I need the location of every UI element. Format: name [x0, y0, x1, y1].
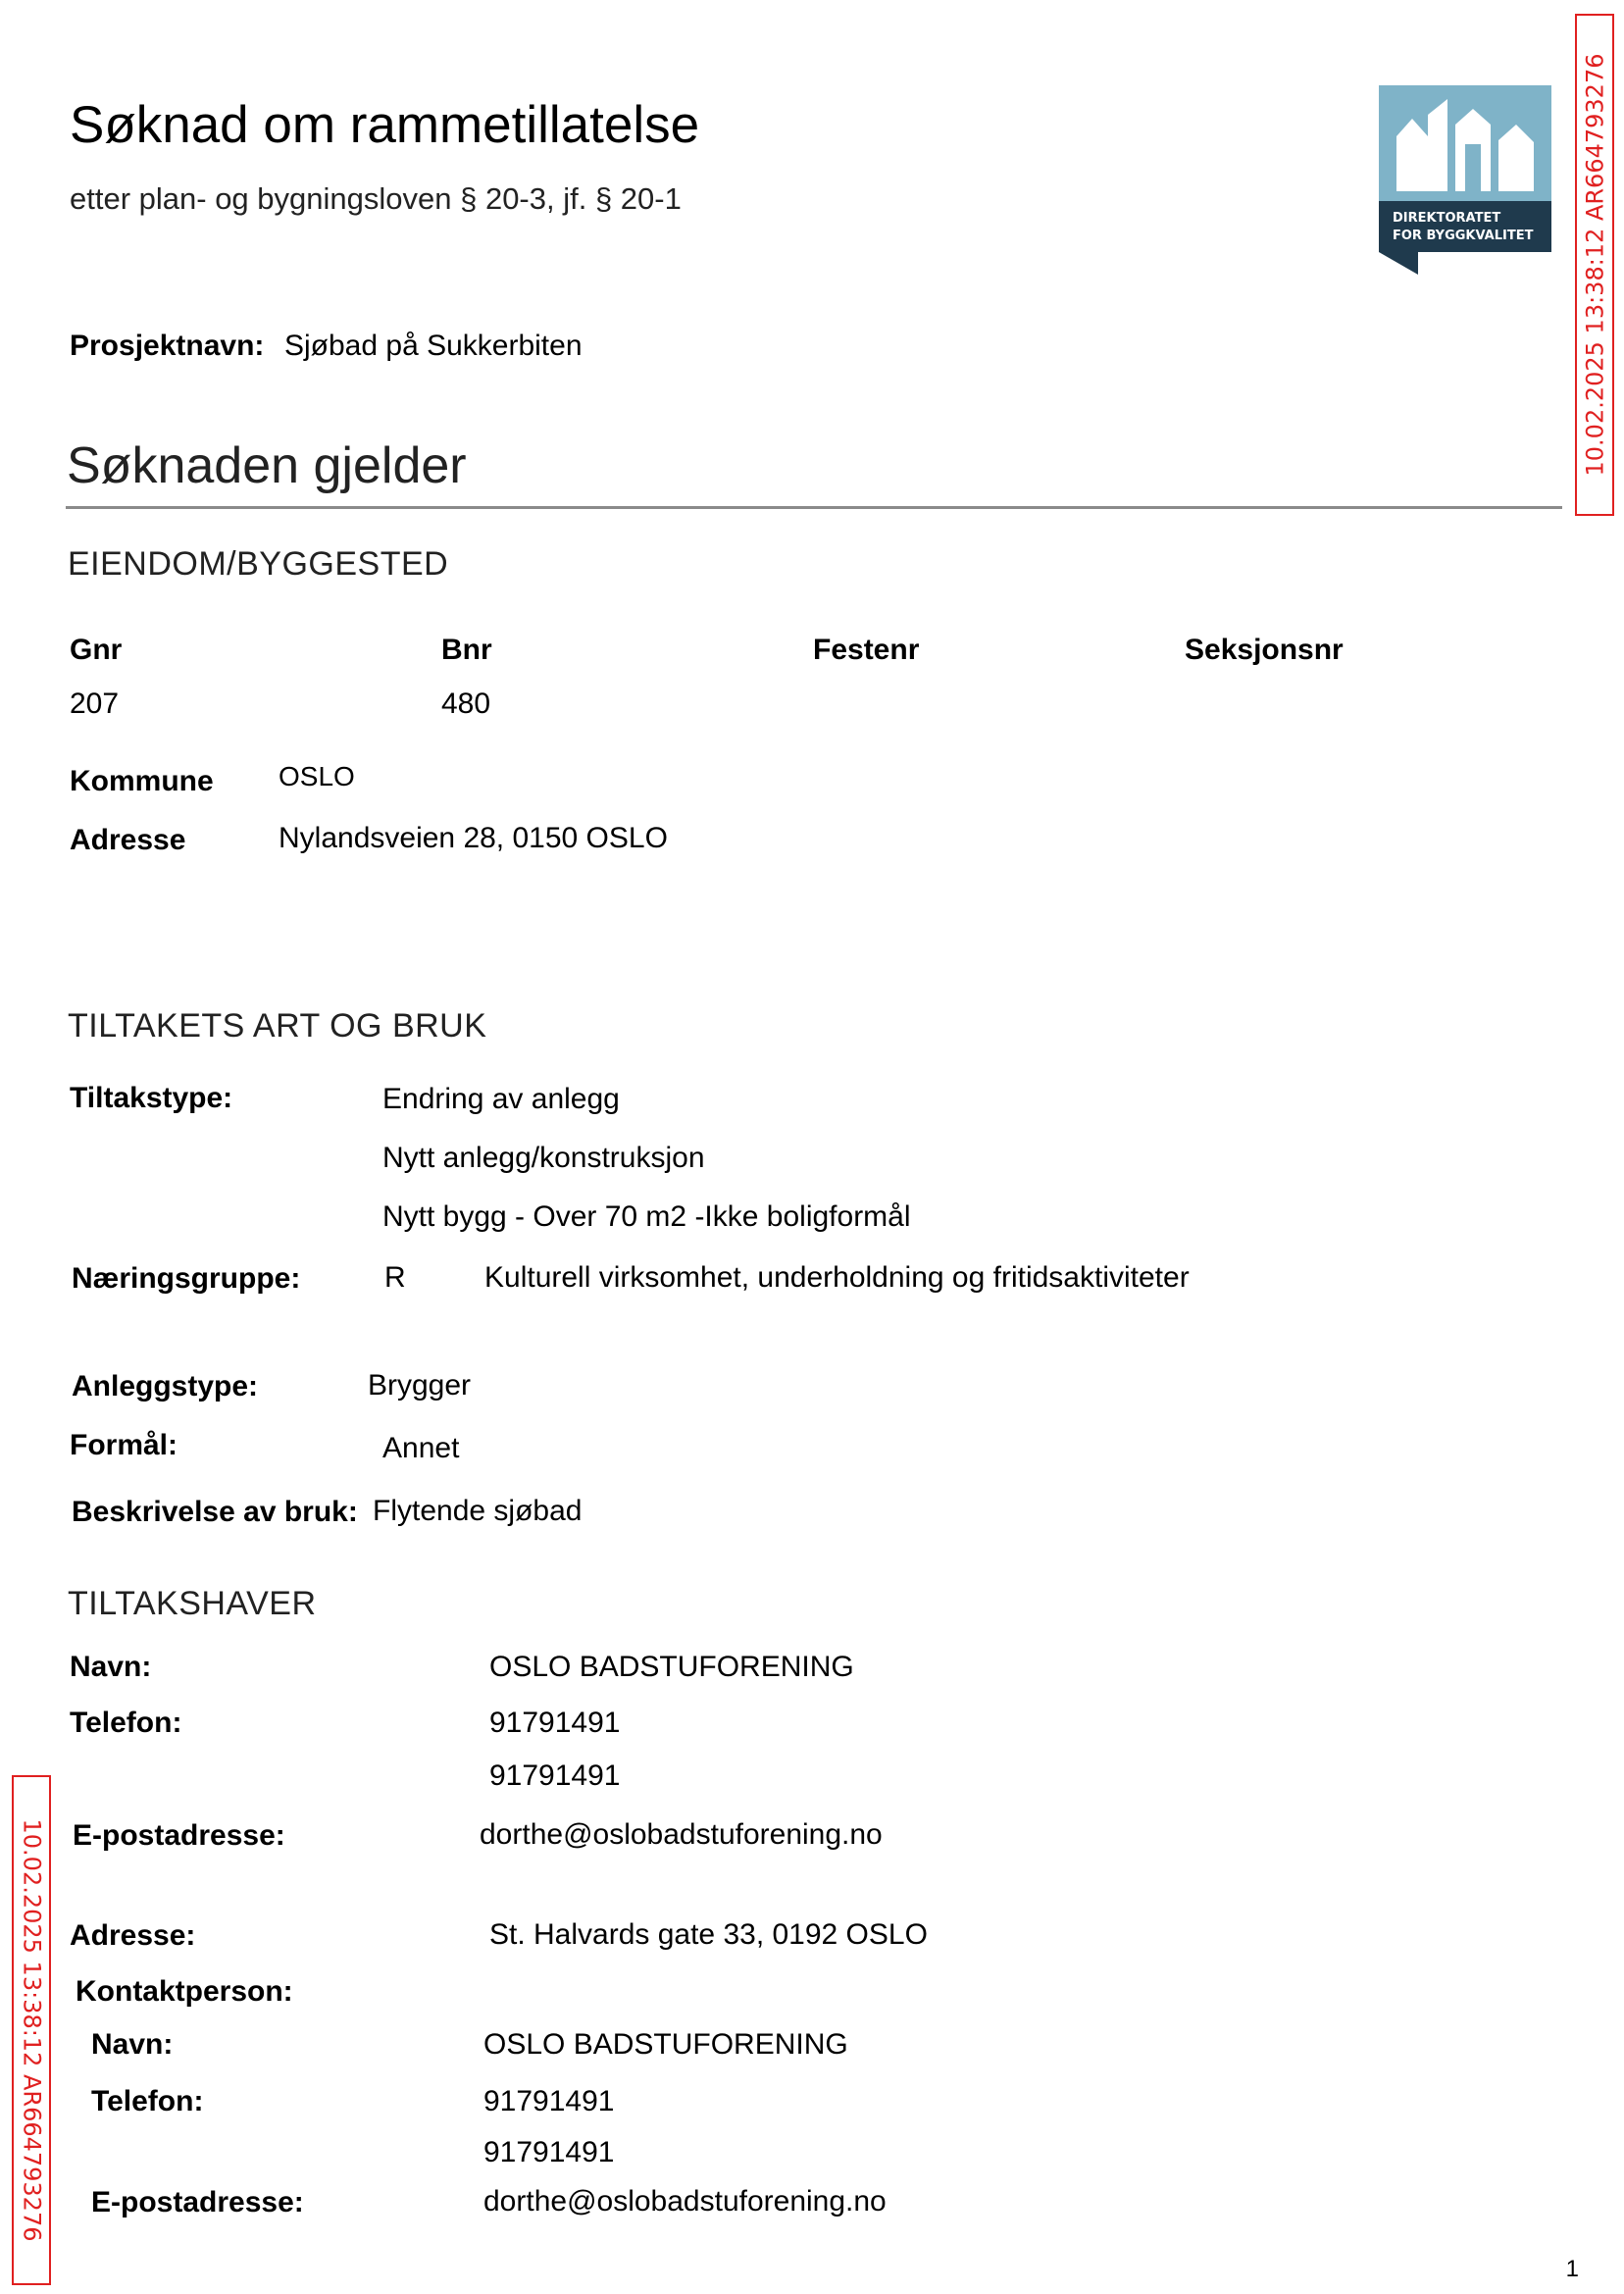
telefon-value: 91791491 [489, 1759, 621, 1792]
naeringsgruppe-label: Næringsgruppe: [72, 1262, 301, 1295]
kontakt-navn-label: Navn: [91, 2028, 174, 2061]
navn-value: OSLO BADSTUFORENING [489, 1651, 854, 1683]
building-logo-icon [1379, 85, 1551, 275]
tiltakshaver-adresse-value: St. Halvards gate 33, 0192 OSLO [489, 1918, 928, 1951]
kommune-value: OSLO [279, 761, 355, 791]
tiltakstype-item: Endring av anlegg [382, 1083, 620, 1115]
tiltakstype-label: Tiltakstype: [70, 1082, 233, 1114]
kontakt-telefon-value: 91791491 [483, 2136, 615, 2168]
project-value: Sjøbad på Sukkerbiten [284, 330, 583, 362]
kontaktperson-label: Kontaktperson: [76, 1975, 293, 2008]
eiendom-heading: EIENDOM/BYGGESTED [68, 545, 449, 583]
adresse-value: Nylandsveien 28, 0150 OSLO [279, 822, 668, 854]
anleggstype-value: Brygger [368, 1369, 472, 1402]
adresse-label: Adresse [70, 824, 186, 856]
gnr-value: 207 [70, 688, 120, 720]
col-gnr: Gnr [70, 634, 123, 666]
anleggstype-label: Anleggstype: [72, 1370, 259, 1402]
naeringsgruppe-code: R [384, 1261, 406, 1294]
dibk-logo [1379, 85, 1551, 275]
col-seksjonsnr: Seksjonsnr [1185, 634, 1344, 666]
tiltakstype-item: Nytt bygg - Over 70 m2 -Ikke boligformål [382, 1200, 911, 1233]
kontakt-telefon-label: Telefon: [91, 2085, 204, 2117]
bnr-value: 480 [441, 688, 491, 720]
timestamp-stamp-right [1575, 14, 1614, 516]
col-bnr: Bnr [441, 634, 492, 666]
col-festenr: Festenr [813, 634, 920, 666]
telefon-label: Telefon: [70, 1707, 182, 1739]
page-number: 1 [1565, 2256, 1579, 2282]
epost-label: E-postadresse: [73, 1819, 285, 1852]
tiltakshaver-heading: TILTAKSHAVER [68, 1585, 317, 1622]
document-title: Søknad om rammetillatelse [70, 96, 700, 154]
tiltakshaver-adresse-label: Adresse: [70, 1919, 196, 1952]
naeringsgruppe-text: Kulturell virksomhet, underholdning og fritidsaktiviteter [484, 1261, 1190, 1294]
kontakt-navn-value: OSLO BADSTUFORENING [483, 2028, 848, 2061]
formal-label: Formål: [70, 1429, 178, 1461]
formal-value: Annet [382, 1432, 460, 1464]
tiltak-heading: TILTAKETS ART OG BRUK [68, 1007, 487, 1045]
project-label: Prosjektnavn: [70, 330, 265, 362]
section-title: Søknaden gjelder [67, 437, 467, 494]
tiltakstype-item: Nytt anlegg/konstruksjon [382, 1142, 705, 1174]
logo-line2: FOR BYGGKVALITET [1393, 229, 1534, 243]
bruk-value: Flytende sjøbad [373, 1495, 583, 1527]
bruk-label: Beskrivelse av bruk: [72, 1496, 358, 1528]
stamp-text: 10.02.2025 13:38:12 AR664793276 [1581, 53, 1609, 477]
kommune-label: Kommune [70, 765, 214, 797]
section-divider [66, 506, 1562, 509]
kontakt-epost-value: dorthe@oslobadstuforening.no [483, 2185, 887, 2218]
document-subtitle: etter plan- og bygningsloven § 20-3, jf. § 20-1 [70, 181, 682, 216]
navn-label: Navn: [70, 1651, 152, 1683]
stamp-text: 10.02.2025 13:38:12 AR664793276 [18, 1818, 46, 2242]
kontakt-telefon-value: 91791491 [483, 2085, 615, 2117]
logo-line1: DIREKTORATET [1393, 211, 1501, 226]
timestamp-stamp-left [12, 1775, 51, 2285]
epost-value: dorthe@oslobadstuforening.no [480, 1818, 883, 1851]
telefon-value: 91791491 [489, 1707, 621, 1739]
kontakt-epost-label: E-postadresse: [91, 2186, 304, 2218]
